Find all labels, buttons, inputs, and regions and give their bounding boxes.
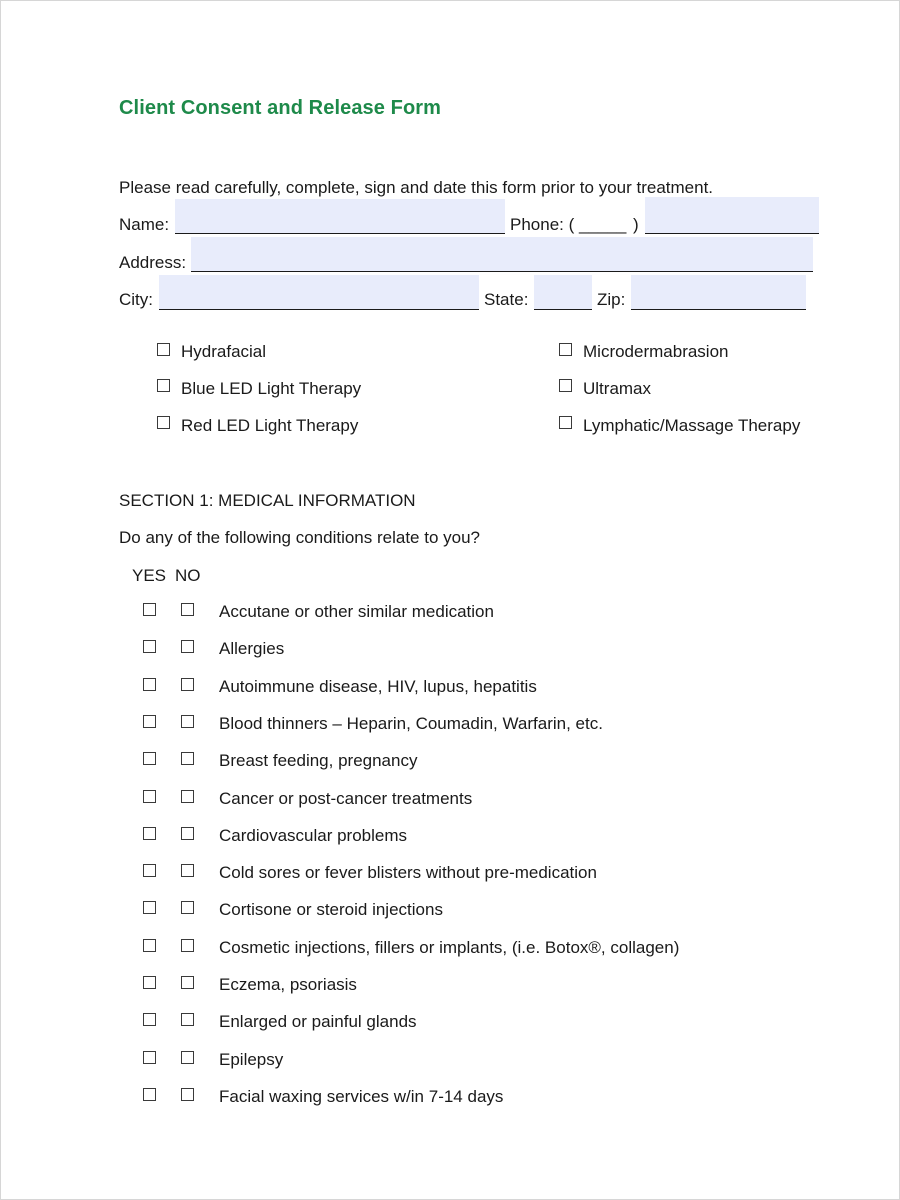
condition-label: Autoimmune disease, HIV, lupus, hepatitis [219,677,537,696]
no-checkbox[interactable] [181,640,194,653]
no-checkbox[interactable] [181,715,194,728]
address-field[interactable] [191,237,813,272]
yes-checkbox[interactable] [143,603,156,616]
state-field[interactable] [534,275,592,310]
yes-checkbox[interactable] [143,976,156,989]
condition-label: Cortisone or steroid injections [219,900,443,919]
condition-label: Cosmetic injections, fillers or implants, (i.e. Botox®, collagen) [219,938,680,957]
yes-checkbox[interactable] [143,715,156,728]
no-checkbox[interactable] [181,1013,194,1026]
condition-label: Facial waxing services w/in 7-14 days [219,1087,504,1106]
zip-label: Zip: [597,290,626,309]
yes-checkbox[interactable] [143,939,156,952]
yes-checkbox[interactable] [143,1013,156,1026]
no-checkbox[interactable] [181,1088,194,1101]
microdermabrasion-checkbox[interactable] [559,343,572,356]
address-label: Address: [119,253,187,272]
section-heading: SECTION 1: MEDICAL INFORMATION [119,491,416,510]
treatment-label: Red LED Light Therapy [181,416,359,435]
red-led-checkbox[interactable] [157,416,170,429]
condition-label: Epilepsy [219,1050,284,1069]
yes-checkbox[interactable] [143,901,156,914]
phone-close-paren: ) [633,215,639,234]
yes-checkbox[interactable] [143,827,156,840]
no-checkbox[interactable] [181,1051,194,1064]
no-checkbox[interactable] [181,901,194,914]
hydrafacial-checkbox[interactable] [157,343,170,356]
condition-label: Blood thinners – Heparin, Coumadin, Warfarin, etc. [219,714,603,733]
zip-field[interactable] [631,275,806,310]
phone-area-code-blank[interactable]: _____ [579,215,627,234]
yes-column-header: YES [132,566,167,585]
yes-checkbox[interactable] [143,790,156,803]
name-label: Name: [119,215,170,234]
treatment-label: Microdermabrasion [583,342,729,361]
treatment-label: Hydrafacial [181,342,267,361]
condition-label: Accutane or other similar medication [219,602,494,621]
yes-checkbox[interactable] [143,640,156,653]
phone-field[interactable] [645,197,819,234]
city-field[interactable] [159,275,479,310]
no-checkbox[interactable] [181,678,194,691]
treatment-label: Blue LED Light Therapy [181,379,362,398]
no-checkbox[interactable] [181,939,194,952]
condition-label: Cancer or post-cancer treatments [219,789,473,808]
no-checkbox[interactable] [181,864,194,877]
no-checkbox[interactable] [181,603,194,616]
no-checkbox[interactable] [181,752,194,765]
condition-label: Cold sores or fever blisters without pre-medication [219,863,597,882]
instructions-text: Please read carefully, complete, sign and date this form prior to your treatment. [119,178,714,197]
condition-label: Allergies [219,639,285,658]
yes-checkbox[interactable] [143,1088,156,1101]
no-checkbox[interactable] [181,976,194,989]
yes-checkbox[interactable] [143,1051,156,1064]
condition-label: Enlarged or painful glands [219,1012,417,1031]
phone-label: Phone: ( [510,215,575,234]
blue-led-checkbox[interactable] [157,379,170,392]
name-field[interactable] [175,199,505,234]
no-checkbox[interactable] [181,827,194,840]
no-column-header: NO [175,566,201,585]
section-question: Do any of the following conditions relate to you? [119,528,481,547]
yes-checkbox[interactable] [143,678,156,691]
state-label: State: [484,290,529,309]
ultramax-checkbox[interactable] [559,379,572,392]
yes-checkbox[interactable] [143,864,156,877]
yes-checkbox[interactable] [143,752,156,765]
no-checkbox[interactable] [181,790,194,803]
condition-label: Breast feeding, pregnancy [219,751,418,770]
condition-label: Eczema, psoriasis [219,975,357,994]
treatment-label: Lymphatic/Massage Therapy [583,416,801,435]
city-label: City: [119,290,153,309]
form-title: Client Consent and Release Form [119,97,442,119]
condition-label: Cardiovascular problems [219,826,408,845]
treatment-label: Ultramax [583,379,652,398]
lymphatic-massage-checkbox[interactable] [559,416,572,429]
